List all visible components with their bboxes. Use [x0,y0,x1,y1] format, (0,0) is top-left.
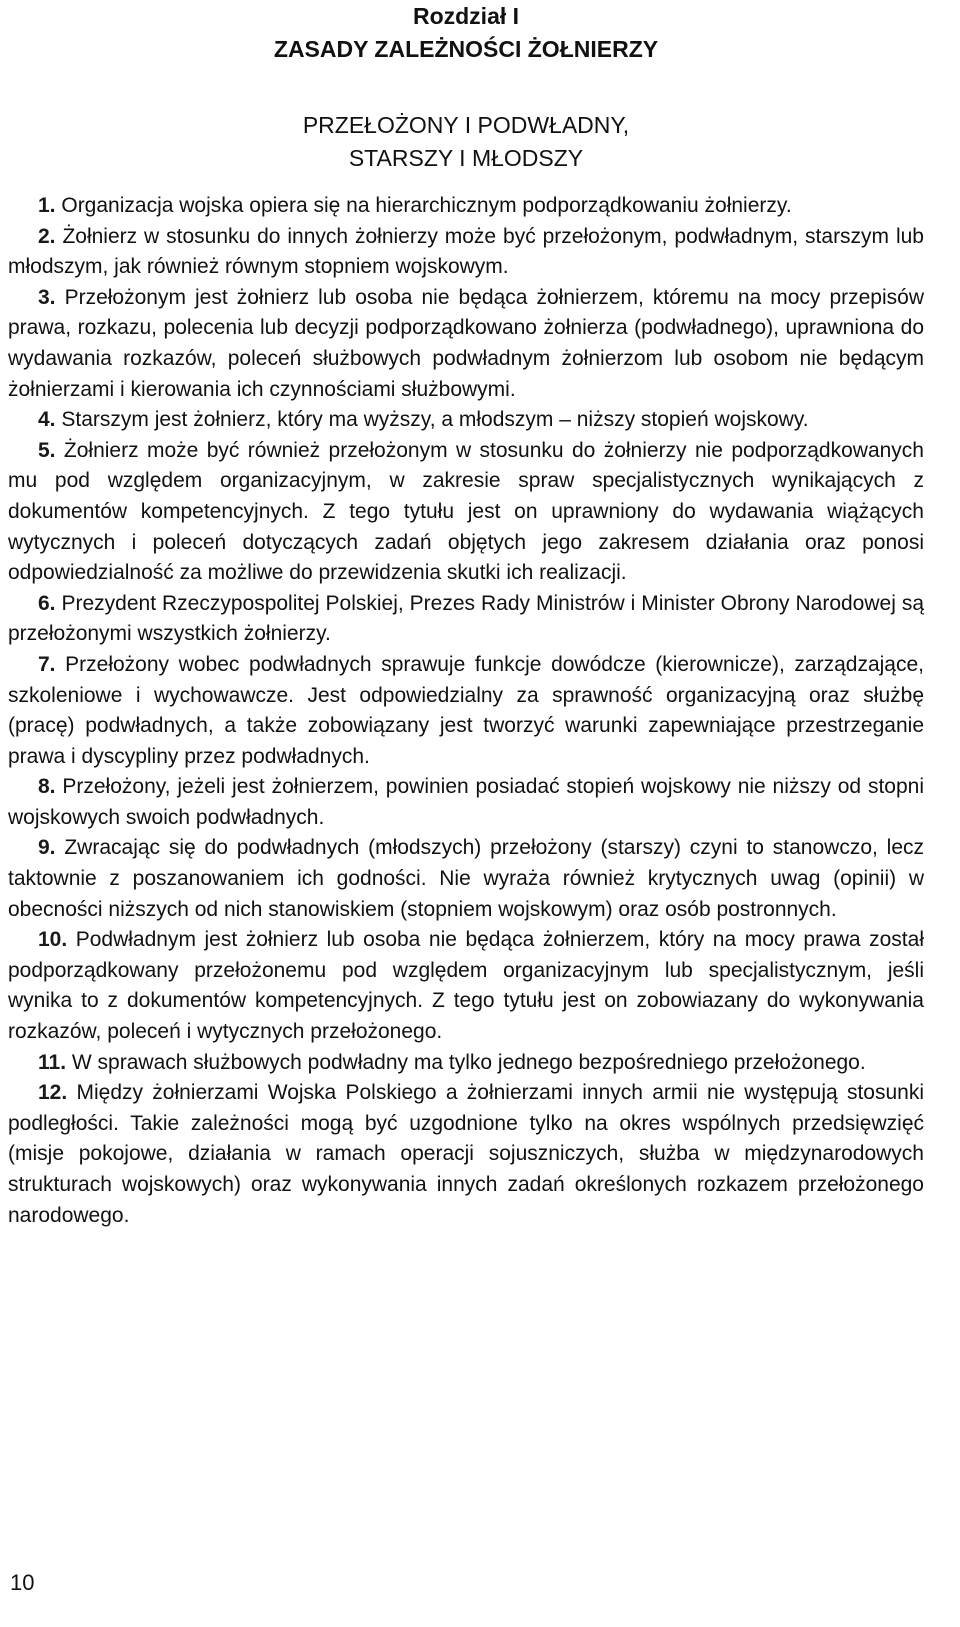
paragraph-4 [8,405,924,436]
paragraph-text: Przełożony wobec podwładnych sprawuje funkcje dowódcze (kierownicze), zarządzające, szkoleniowe i wychowawcze. Jest odpowiedzialny za sprawność organizacyjną oraz służbę (pracę) podwładnych, a także zobowiązany jest tworzyć warunki zapewniające przestrzeganie prawa i dyscypliny przez podwładnych. [8,652,924,768]
paragraph-number: 10. [38,928,68,952]
paragraph-text: Zwracając się do podwładnych (młodszych) przełożony (starszy) czyni to stanowczo, lecz taktownie z poszanowaniem ich godności. Nie wyraża również krytycznych uwag (opinii) w obecności niższych od nich stanowiskiem (stopniem wojskowym) oraz osób postronnych. [8,836,924,921]
paragraph-number: 9. [38,836,56,860]
paragraph-number: 1. [38,194,56,217]
paragraph-text: Przełożonym jest żołnierz lub osoba nie będąca żołnierzem, któremu na mocy przepisów prawa, rozkazu, polecenia lub decyzji podporządkowano żołnierza (podwładnego), uprawniona do wydawania rozkazów, poleceń służbowych podwładnym żołnierzom lub osobom nie będącym żołnierzami i kierowania ich czynnościami służbowymi. [8,285,924,401]
paragraph-number: 2. [38,224,56,248]
paragraph-8 [8,772,924,833]
paragraph-5 [8,436,924,589]
paragraph-number: 8. [38,775,56,799]
paragraph-3 [8,283,924,405]
paragraph-number: 7. [38,652,56,676]
document-page [8,0,924,1231]
paragraph-text: Organizacja wojska opiera się na hierarchicznym podporządkowaniu żołnierzy. [61,194,792,217]
paragraph-text: Żołnierz w stosunku do innych żołnierzy może być przełożonym, podwładnym, starszym lub młodszym, jak również równym stopniem wojskowym. [8,224,924,279]
paragraph-number: 4. [38,408,56,432]
paragraph-text: Starszym jest żołnierz, który ma wyższy, a młodszym – niższy stopień wojskowy. [61,408,809,432]
page-number: 10 [10,1570,35,1595]
paragraph-9 [8,833,924,925]
paragraph-text: Między żołnierzami Wojska Polskiego a żołnierzami innych armii nie występują stosunki podległości. Takie zależności mogą być uzgodnione tylko na okres wspólnych przedsięwzięć (misje pokojowe, działania w ramach operacji sojuszniczych, służba w międzynarodowych strukturach wojskowych) oraz wykonywania innych zadań określonych rozkazem przełożonego narodowego. [8,1081,924,1227]
paragraph-text: W sprawach służbowych podwładny ma tylko jednego bezpośredniego przełożonego. [71,1050,866,1074]
chapter-label: Rozdział I [412,3,520,29]
paragraph-11 [8,1048,924,1079]
paragraph-text: Podwładnym jest żołnierz lub osoba nie będąca żołnierzem, który na mocy prawa został podporządkowany przełożonemu pod względem organizacyjnym lub specjalistycznym, jeśli wynika to z dokumentów kompetencyjnych. Z tego tytułu jest on zobowiazany do wykonywania rozkazów, poleceń i wytycznych przełożonego. [8,928,924,1044]
section-title-line-2: STARSZY I MŁODSZY [348,145,584,171]
paragraph-10 [8,925,924,1047]
paragraph-7 [8,650,924,772]
paragraph-text: Prezydent Rzeczypospolitej Polskiej, Prezes Rady Ministrów i Minister Obrony Narodowej są przełożonymi wszystkich żołnierzy. [8,591,925,646]
paragraph-list [8,191,924,1231]
paragraph-12 [8,1078,924,1231]
paragraph-1 [8,191,924,222]
paragraph-number: 5. [38,438,56,462]
paragraph-2 [8,222,924,283]
paragraph-text: Przełożony, jeżeli jest żołnierzem, powinien posiadać stopień wojskowy nie niższy od stopni wojskowych swoich podwładnych. [8,775,924,829]
chapter-title: ZASADY ZALEŻNOŚCI ŻOŁNIERZY [273,36,659,62]
paragraph-number: 12. [38,1081,68,1105]
paragraph-number: 6. [38,591,56,615]
section-title-line-1: PRZEŁOŻONY I PODWŁADNY, [302,112,630,138]
paragraph-6 [8,589,924,650]
paragraph-text: Żołnierz może być również przełożonym w stosunku do żołnierzy nie podporządkowanych mu pod względem organizacyjnym, w zakresie spraw specjalistycznych wynikających z dokumentów kompetencyjnych. Z tego tytułu jest on uprawniony do wydawania wiążących wytycznych i poleceń dotyczących zadań objętych jego zakresem działania oraz ponosi odpowiedzialność za możliwe do przewidzenia skutki ich realizacji. [8,438,924,585]
section-title [8,109,924,175]
paragraph-number: 3. [38,285,56,309]
paragraph-number: 11. [38,1050,67,1074]
